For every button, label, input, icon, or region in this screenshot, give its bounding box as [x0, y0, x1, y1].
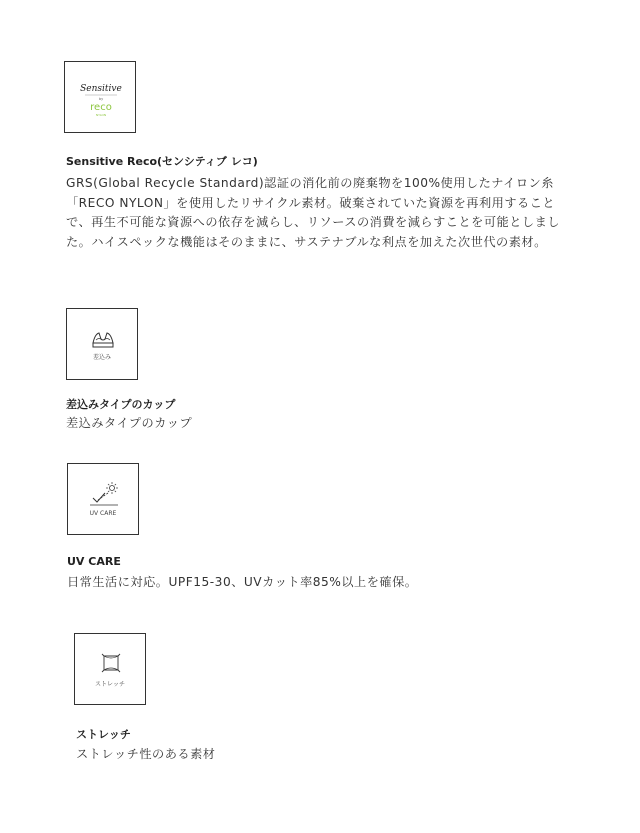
- feature-title: 差込みタイプのカップ: [66, 398, 176, 411]
- sensitive-reco-logo: [64, 61, 136, 133]
- feature-title: Sensitive Reco(センシティブ レコ): [66, 155, 258, 168]
- icon-caption: UV CARE: [89, 510, 117, 517]
- feature-title: ストレッチ: [76, 728, 131, 741]
- logo-text-mid: by: [98, 97, 104, 101]
- feature-description: ストレッチ性のある素材: [76, 747, 216, 761]
- feature-title: UV CARE: [67, 555, 121, 568]
- logo-text-sub: NYLON: [95, 113, 107, 117]
- icon-caption: 差込み: [92, 354, 111, 361]
- logo-text-top: Sensitive: [80, 84, 122, 94]
- stretch-icon: [75, 634, 147, 706]
- stretch-icon-box: [74, 633, 146, 705]
- feature-description: GRS(Global Recycle Standard)認証の消化前の廃棄物を100%使用したナイロン糸「RECO NYLON」を使用したリサイクル素材。破棄されていた資源を再利用することで、再生不可能な資源への依存を減らし、リソースの消費を減らすことを可能としました。ハイスペックな機能はそのままに、サステナブルな利点を加えた次世代の素材。: [66, 176, 560, 249]
- bra-icon-box: [66, 308, 138, 380]
- icon-caption: ストレッチ: [95, 681, 125, 688]
- logo-text-brand: reco: [90, 102, 112, 113]
- feature-description: 日常生活に対応。UPF15-30、UVカット率85%以上を確保。: [67, 575, 418, 589]
- bra-icon: [67, 309, 139, 381]
- uv-care-icon-box: [67, 463, 139, 535]
- feature-description: 差込みタイプのカップ: [66, 416, 193, 430]
- uv-care-icon: [68, 464, 140, 536]
